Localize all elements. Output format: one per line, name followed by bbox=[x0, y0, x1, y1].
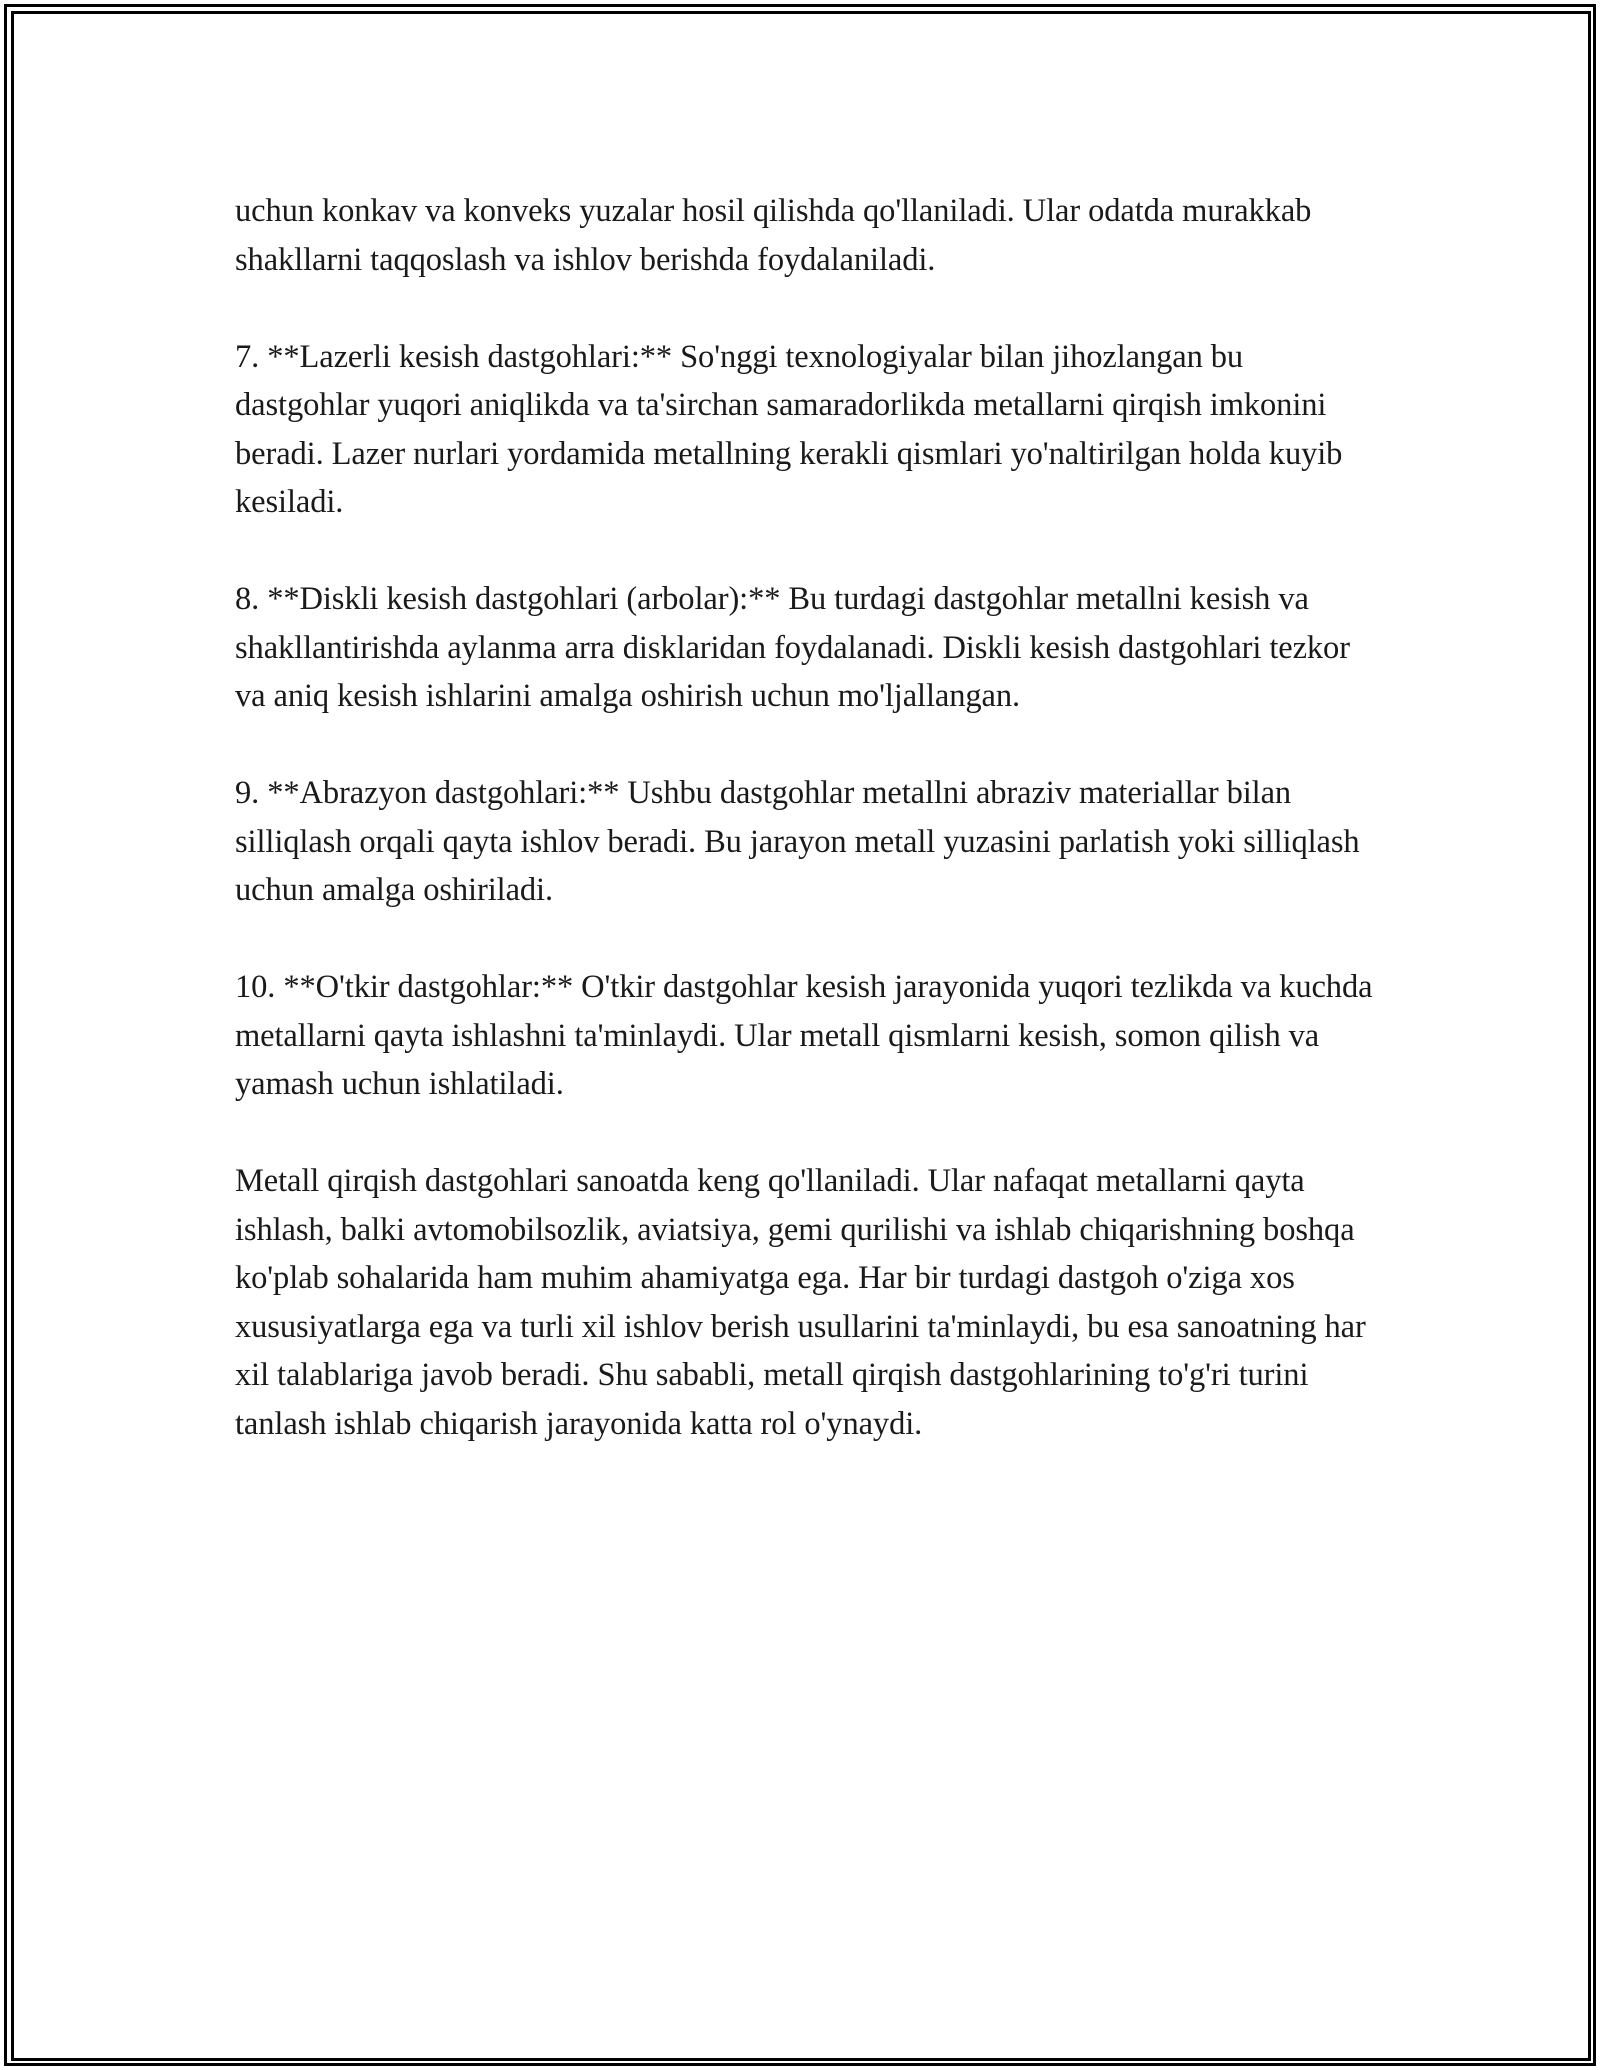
document-body bbox=[235, 187, 1385, 1448]
paragraph-item-7-laser-cutting: 7. **Lazerli kesish dastgohlari:** So'nggi texnologiyalar bilan jihozlangan bu dastgohlar yuqori aniqlikda va ta'sirchan samaradorlikda metallarni qirqish imkonini beradi. Lazer nurlari yordamida metallning kerakli qismlari yo'naltirilgan holda kuyib kesiladi. bbox=[235, 338, 1343, 520]
paragraph-conclusion: Metall qirqish dastgohlari sanoatda keng qo'llaniladi. Ular nafaqat metallarni qayta ishlash, balki avtomobilsozlik, aviatsiya, gemi qurilishi va ishlab chiqarishning boshqa ko'plab sohalarida ham muhim ahamiyatga ega. Har bir turdagi dastgoh o'ziga xos xususiyatlarga ega va turli xil ishlov berish usullarini ta'minlaydi, bu esa sanoatning har xil talablariga javob beradi. Shu sababli, metall qirqish dastgohlarining to'g'ri turini tanlash ishlab chiqarish jarayonida katta rol o'ynaydi. bbox=[235, 1163, 1366, 1442]
paragraph-intro-continuation: uchun konkav va konveks yuzalar hosil qilishda qo'llaniladi. Ular odatda murakkab shakllarni taqqoslash va ishlov berishda foydalaniladi. bbox=[235, 193, 1312, 278]
paragraph-item-8-disk-cutting: 8. **Diskli kesish dastgohlari (arbolar):** Bu turdagi dastgohlar metallni kesish va shakllantirishda aylanma arra disklaridan foydalanadi. Diskli kesish dastgohlari tezkor va aniq kesish ishlarini amalga oshirish uchun mo'ljallangan. bbox=[235, 581, 1350, 714]
paragraph-item-10-sharp-machines: 10. **O'tkir dastgohlar:** O'tkir dastgohlar kesish jarayonida yuqori tezlikda va kuchda metallarni qayta ishlashni ta'minlaydi. Ular metall qismlarni kesish, somon qilish va yamash uchun ishlatiladi. bbox=[235, 969, 1373, 1102]
paragraph-item-9-abrasion: 9. **Abrazyon dastgohlari:** Ushbu dastgohlar metallni abraziv materiallar bilan silliqlash orqali qayta ishlov beradi. Bu jarayon metall yuzasini parlatish yoki silliqlash uchun amalga oshiriladi. bbox=[235, 775, 1360, 908]
